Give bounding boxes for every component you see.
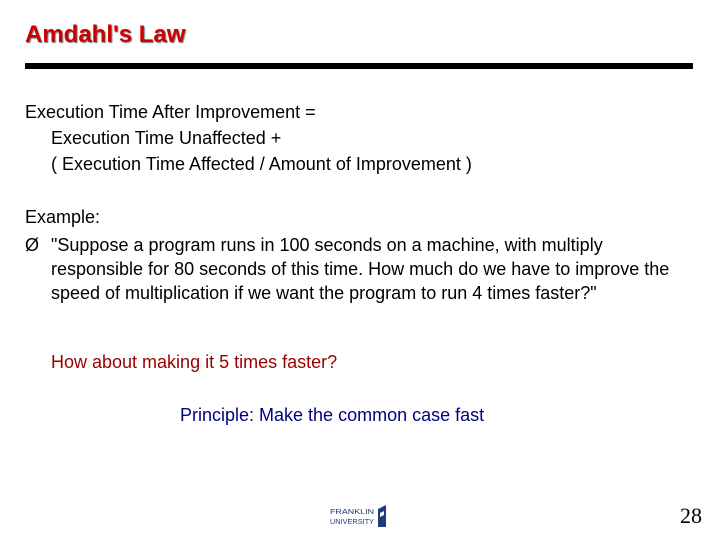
logo-mark-icon bbox=[378, 505, 386, 527]
example-label: Example: bbox=[25, 207, 101, 227]
page-number: 28 bbox=[680, 503, 702, 528]
logo-text-bottom: UNIVERSITY bbox=[330, 517, 374, 526]
arrow-bullet-icon: Ø bbox=[25, 235, 40, 255]
formula-block bbox=[25, 99, 472, 177]
principle-statement: Principle: Make the common case fast bbox=[180, 405, 485, 425]
formula-line-3: ( Execution Time Affected / Amount of Improvement ) bbox=[51, 154, 472, 174]
formula-line-1: Execution Time After Improvement = bbox=[25, 102, 316, 122]
franklin-university-logo bbox=[330, 503, 390, 529]
followup-question: How about making it 5 times faster? bbox=[51, 352, 338, 372]
slide-title: Amdahl's Law bbox=[25, 21, 186, 48]
example-bullet-text: "Suppose a program runs in 100 seconds on a machine, with multiply responsible for 80 seconds of this time. How much do we have to improve the speed of multiplication if we want the program to run 4 times faster?" bbox=[51, 235, 670, 303]
example-bullet bbox=[25, 233, 685, 305]
logo-text-top: FRANKLIN bbox=[330, 507, 374, 516]
formula-line-2: Execution Time Unaffected + bbox=[51, 128, 282, 148]
title-divider bbox=[25, 63, 693, 69]
